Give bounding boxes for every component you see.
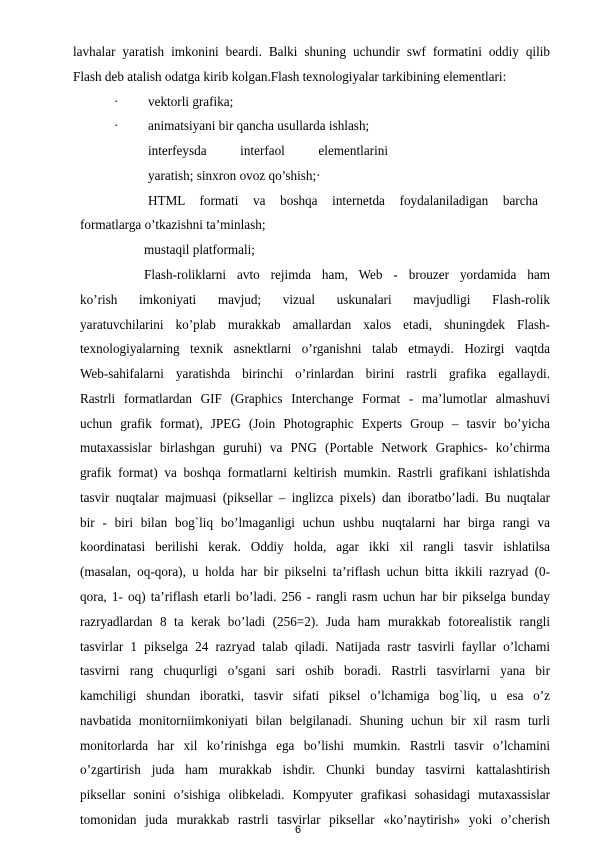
paragraph-line: bir - biri bilan bog`liq bo’lmaganligi uchun ushbu nuqtalarni har birga rangi va xyxy=(80,515,550,530)
paragraph-line: tasvir nuqtalar majmuasi (piksellar – inglizca pixels) dan iboratbo’ladi. Bu nuqtalar xyxy=(80,490,550,505)
paragraph-line: piksellar sonini o’sishiga olibkeladi. Kompyuter grafikasi sohasidagi mutaxassislar xyxy=(80,787,550,802)
bullet-icon: · xyxy=(114,118,119,133)
list-item: yaratish; sinxron ovoz qo’shish;· xyxy=(148,168,321,183)
paragraph-line: grafik format) va boshqa formatlarni keltirish mumkin. Rastrli grafikani ishlatishda xyxy=(80,465,550,480)
list-item: interfeysda interfaol elementlarini xyxy=(148,143,388,158)
paragraph-line: Rastrli formatlardan GIF (Graphics Interchange Format - ma’lumotlar almashuvi xyxy=(80,391,550,406)
paragraph-line: tasvirlar 1 pikselga 24 razryad talab qiladi. Natijada rastr tasvirli fayllar o’lchami xyxy=(80,639,550,654)
paragraph-line: texnologiyalarning texnik asnektlarni o’rganishni talab etmaydi. Hozirgi vaqtda xyxy=(80,341,550,356)
paragraph-line: (masalan, oq-qora), u holda har bir pikselni ta’riflash uchun bitta ikkili razryad (0- xyxy=(80,564,550,579)
paragraph-line: ko’rish imkoniyati mavjud; vizual uskunalari mavjudligi Flash-rolik xyxy=(80,292,550,307)
list-item: HTML formati va boshqa internetda foydalaniladigan barcha xyxy=(148,193,538,208)
page-number: 6 xyxy=(294,824,302,836)
text-line: formatlarga o’tkazishni ta’minlash; xyxy=(80,217,266,232)
paragraph-line: Web-sahifalarni yaratishda birinchi o’rinlardan birini rastrli grafika egallaydi. xyxy=(80,366,550,381)
paragraph-line: koordinatasi berilishi kerak. Oddiy holda, agar ikki xil rangli tasvir ishlatilsa xyxy=(80,539,550,554)
paragraph-line: uchun grafik format), JPEG (Join Photographic Experts Group – tasvir bo’yicha xyxy=(80,416,550,431)
paragraph-line: navbatida monitorniimkoniyati bilan belgilanadi. Shuning uchun bir xil rasm turli xyxy=(80,713,550,728)
paragraph-line: kamchiligi shundan iboratki, tasvir sifati piksel o’lchamiga bog`liq, u esa o’z xyxy=(80,688,550,703)
paragraph-line: mutaxassislar birlashgan guruhi) va PNG (Portable Network Graphics- ko’chirma xyxy=(80,440,550,455)
paragraph-line: tomonidan juda murakkab rastrli tasvirlar piksellar «ko’naytirish» yoki o’cherish xyxy=(80,812,550,827)
paragraph-line: o’zgartirish juda ham murakkab ishdir. Chunki bunday tasvirni kattalashtirish xyxy=(80,762,550,777)
paragraph-line: razryadlardan 8 ta kerak bo’ladi (256=2). Juda ham murakkab fotorealistik rangli xyxy=(80,614,550,629)
list-item: mustaqil platformali; xyxy=(144,242,255,257)
text-line: lavhalar yaratish imkonini beardi. Balki shuning uchundir swf formatini oddiy qilib xyxy=(73,44,550,59)
text-line: Flash deb atalish odatga kirib kolgan.Flash texnologiyalar tarkibining elementlari: xyxy=(73,69,507,84)
list-item: vektorli grafika; xyxy=(148,94,234,109)
paragraph-line: Flash-roliklarni avto rejimda ham, Web - brouzer yordamida ham xyxy=(144,267,550,282)
bullet-icon: · xyxy=(114,94,119,109)
paragraph-line: tasvirni rang chuqurligi o’sgani sari oshib boradi. Rastrli tasvirlarni yana bir xyxy=(80,663,550,678)
paragraph-line: qora, 1- oq) ta’riflash etarli bo’ladi. 256 - rangli rasm uchun har bir pikselga bunday xyxy=(80,589,550,604)
list-item: animatsiyani bir qancha usullarda ishlash; xyxy=(148,118,370,133)
paragraph-line: yaratuvchilarini ko’plab murakkab amallardan xalos etadi, shuningdek Flash- xyxy=(80,317,550,332)
paragraph-line: monitorlarda har xil ko’rinishga ega bo’lishi mumkin. Rastrli tasvir o’lchamini xyxy=(80,738,550,753)
